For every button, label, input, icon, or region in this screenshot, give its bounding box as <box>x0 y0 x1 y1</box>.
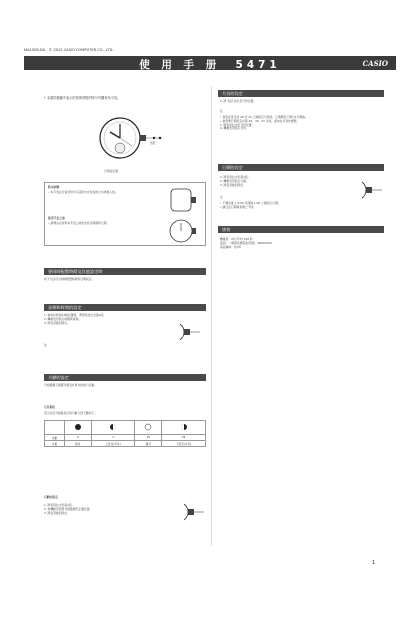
crown-illustration-moon <box>178 500 206 524</box>
notes-title-1: 防水防塵 <box>48 185 60 189</box>
page-number: 1 <box>372 560 376 566</box>
step-2: 2. 轉動表冠設定時間與星期。 <box>44 316 82 321</box>
moon-phase-label: 月相指示盤 <box>104 169 118 173</box>
step-1: 1. 當秒針移到12時位置時，將表冠拉出至第2段。 <box>44 313 107 317</box>
moon-phase-row: 月相 新月 上弦月(半月) 滿月 下弦月(半月) <box>45 441 206 447</box>
document-code: MA1506-DA <box>24 48 46 52</box>
casio-logo: CASIO <box>362 59 388 68</box>
month-note-3: 1. 將表冠拉出至月份位置。 <box>220 122 255 127</box>
crown-rotate-illustration <box>174 320 204 344</box>
moon-age-text: 月相盤顯示根據月相表計算出的當日月齡。 <box>44 383 98 387</box>
section-header-day-time: 星期和時間的設定 <box>44 304 206 311</box>
intro-text: • 本書的插圖中表示的是與實際的時分外觀有所不同。 <box>44 96 121 100</box>
date-note-1: • 不要在晚上 9:00 至清晨 1:00 之間設定日期。 <box>220 201 281 205</box>
notes-text-1: • 本手表在日常使用中以其防水水性為防止水珠進入的。 <box>48 190 118 194</box>
step-2: 2. 轉動表冠設定日期。 <box>220 178 249 183</box>
specs-list <box>220 238 384 249</box>
watch-side-illustration <box>163 185 203 215</box>
step-1: 1. 將表冠拉出至第1段。 <box>44 503 75 507</box>
date-steps <box>220 176 350 187</box>
section-header-specs: 规格 <box>218 226 384 233</box>
section-header-date: 日期的设定 <box>218 164 384 171</box>
date-notes <box>220 202 384 210</box>
spec-accuracy: 精確度：每月平均 ±20 秒 <box>220 237 253 241</box>
notes-title-2: 使用手表之前 <box>48 216 65 220</box>
day-time-steps <box>44 314 164 325</box>
section-header-combined-settings: 要同時配置時間及其他設定時 <box>44 268 206 275</box>
crown <box>140 135 146 141</box>
section-header-month: 月份的设定 <box>218 90 384 97</box>
date-note-label: 注 <box>220 195 223 199</box>
month-note-4: 2. 轉動表冠設定月份。 <box>220 126 249 131</box>
month-step: 1. 將 表冠 拉出至月份位置。 <box>220 99 257 103</box>
document-code-line <box>24 48 114 52</box>
model-number: 5471 <box>235 59 281 71</box>
title-banner <box>24 56 396 70</box>
notes-box <box>44 182 206 246</box>
month-notes <box>220 116 384 131</box>
section-header-moon-age: 月齡的設定 <box>44 374 206 381</box>
section-header-moon-age-setting: 月齡的設定 <box>44 495 58 499</box>
moon-table-caption: 表示所需月相盤表示的月齡大約天數如下。 <box>44 411 98 415</box>
step-2: 2. 再轉動表冠將月相盤調至正確位置。 <box>44 506 93 511</box>
crown-illustration-date <box>356 178 384 202</box>
day-time-note: 注 <box>44 343 47 347</box>
month-note-2: • 當您將日期設定於第 29、30、31 日時，請勿在月初作調整。 <box>220 118 300 123</box>
copyright: © 2015 CASIO COMPUTER CO., LTD. <box>48 48 114 52</box>
spec-battery: 電池：一個氧化銀電池(型號：SR621SW) <box>220 240 273 245</box>
moon-age-steps <box>44 504 174 515</box>
section-text-combined: 如下方法可以同時配置時間和日期設定。 <box>44 277 95 281</box>
step-1: 1. 將表冠拉出至第1段。 <box>220 175 251 179</box>
crown-label: 表冠 <box>150 141 156 145</box>
moon-icons-row <box>45 421 206 435</box>
moon-phase-table <box>44 420 206 447</box>
step-3: 3. 將表冠推回原位。 <box>220 182 246 187</box>
moon-table-title: 月亮相位 <box>44 405 56 409</box>
month-note-1: • 當您在某日的 28 至 31 之間設定月份時，日期將從下個月1日開始。 <box>220 115 308 119</box>
moon-phase-dial <box>115 143 125 153</box>
page-title: 使 用 手 册 5471 <box>139 59 281 71</box>
spec-battery-life: 電池壽命：約3年 <box>220 244 242 249</box>
date-note-2: • 請注意日期與星期之不同。 <box>220 204 257 209</box>
column-divider <box>211 86 212 546</box>
month-note-label: 注 <box>220 109 223 113</box>
step-3: 3. 將表冠推回原位。 <box>44 510 70 515</box>
moon-age-row: 月齡 0 7 15 22 <box>45 435 206 441</box>
watch-face-small-illustration <box>163 217 203 245</box>
notes-text-2: • 請務必在使用本手表之前首先設定時間和日期。 <box>48 221 110 225</box>
step-3: 3. 將表冠推回原位。 <box>44 320 70 325</box>
